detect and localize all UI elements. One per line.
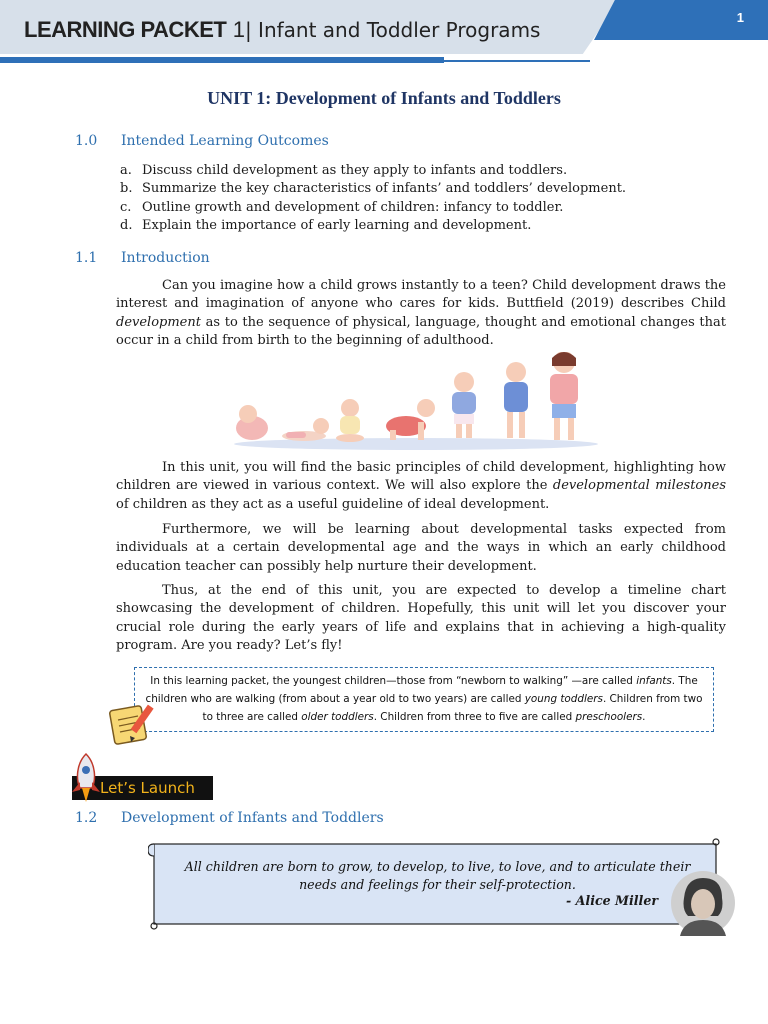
intro-paragraph-2 bbox=[116, 459, 726, 514]
unit-title: UNIT 1: Development of Infants and Toddlers bbox=[207, 88, 561, 108]
page-number: 1 bbox=[736, 10, 744, 25]
list-letter: c. bbox=[120, 199, 132, 215]
text-run: In this learning packet, the youngest children—those from “newborn to walking” —are called bbox=[150, 675, 637, 687]
text-run: as to the sequence of physical, language, thought and emotional changes that occur in a child from birth to the beginning of adulthood. bbox=[116, 314, 726, 349]
list-text: Summarize the key characteristics of infants’ and toddlers’ development. bbox=[142, 181, 627, 197]
quote-text: All children are born to grow, to develop, to live, to love, and to articulate their needs and feelings for their self-protection. bbox=[184, 859, 691, 892]
notepad-pencil-icon bbox=[108, 700, 156, 748]
list-text: Outline growth and development of children: infancy to toddler. bbox=[142, 199, 564, 215]
text-run: of children as they act as a useful guideline of ideal development. bbox=[116, 496, 550, 512]
section-number: 1.1 bbox=[75, 250, 98, 266]
emphasis: developmental milestones bbox=[552, 478, 726, 494]
list-text: Explain the importance of early learning and development. bbox=[142, 217, 532, 233]
emphasis: infants bbox=[636, 675, 672, 687]
emphasis: development bbox=[116, 314, 201, 330]
emphasis: older toddlers bbox=[301, 711, 374, 723]
info-text bbox=[141, 672, 707, 726]
header-rule-thin bbox=[444, 60, 590, 62]
section-heading-outcomes bbox=[75, 133, 329, 149]
emphasis: preschoolers bbox=[575, 711, 643, 723]
list-item bbox=[120, 217, 626, 235]
packet-label: LEARNING PACKET bbox=[24, 17, 227, 42]
list-item bbox=[120, 199, 626, 217]
newborn-figure bbox=[236, 405, 268, 440]
toddler-figure bbox=[452, 372, 476, 438]
packet-number: 1 bbox=[232, 17, 245, 42]
intro-paragraph-3: Furthermore, we will be learning about developmental tasks expected from individuals at a certain developmental age and the ways in which an early childhood education teacher can possibly help nurture their development. bbox=[116, 522, 726, 574]
list-letter: b. bbox=[120, 181, 133, 197]
section-title: Intended Learning Outcomes bbox=[121, 133, 329, 149]
text-run: In this unit, you will find the basic principles of child development, highlighting how children are viewed in various context. We will also explore the bbox=[116, 460, 726, 494]
sitting-baby-figure bbox=[336, 399, 364, 442]
child-growth-illustration bbox=[226, 352, 606, 452]
young-child-figure bbox=[504, 362, 528, 438]
section-title: Introduction bbox=[121, 250, 210, 266]
header-divider: | bbox=[244, 18, 252, 42]
info-box bbox=[134, 667, 714, 732]
intro-paragraph-1 bbox=[116, 277, 726, 351]
emphasis: young toddlers bbox=[524, 693, 603, 705]
list-item bbox=[120, 180, 626, 198]
section-heading-intro bbox=[75, 250, 210, 266]
text-run: . Children from three to five are called bbox=[373, 711, 576, 723]
list-letter: d. bbox=[120, 217, 133, 233]
outcomes-list bbox=[120, 162, 626, 235]
header-title bbox=[24, 17, 540, 43]
course-title: Infant and Toddler Programs bbox=[258, 18, 541, 42]
lets-launch-banner: Let’s Launch bbox=[72, 776, 213, 800]
text-run: . Children from two to three are called bbox=[202, 693, 703, 723]
list-letter: a. bbox=[120, 163, 132, 178]
list-text: Discuss child development as they apply to infants and toddlers. bbox=[142, 163, 568, 178]
text-run: . The children who are walking (from about a year old to two years) are called bbox=[145, 675, 698, 705]
portrait-photo bbox=[670, 870, 736, 936]
text-run: Can you imagine how a child grows instantly to a teen? Child development draws the interest and imagination of anyone who cares for kids. Buttfield (2019) describes Child bbox=[116, 278, 726, 312]
rocket-icon bbox=[66, 752, 106, 804]
section-number: 1.2 bbox=[75, 810, 98, 826]
header-rule bbox=[0, 57, 444, 63]
lying-baby-figure bbox=[282, 418, 329, 441]
text-run: . bbox=[642, 711, 646, 723]
quote-author: - Alice Miller bbox=[566, 893, 658, 908]
older-child-figure bbox=[550, 352, 578, 440]
list-item bbox=[120, 162, 626, 180]
section-number: 1.0 bbox=[75, 133, 98, 149]
section-title: Development of Infants and Toddlers bbox=[121, 810, 384, 826]
section-heading-development bbox=[75, 810, 384, 826]
crawling-baby-figure bbox=[386, 399, 435, 440]
intro-paragraph-4: Thus, at the end of this unit, you are expected to develop a timeline chart showcasing the development of children. Hopefully, this unit will let you discover your crucial role during the early years of life and explains that in achieving a high-quality program. Are you ready? Let’s fly! bbox=[116, 583, 726, 654]
